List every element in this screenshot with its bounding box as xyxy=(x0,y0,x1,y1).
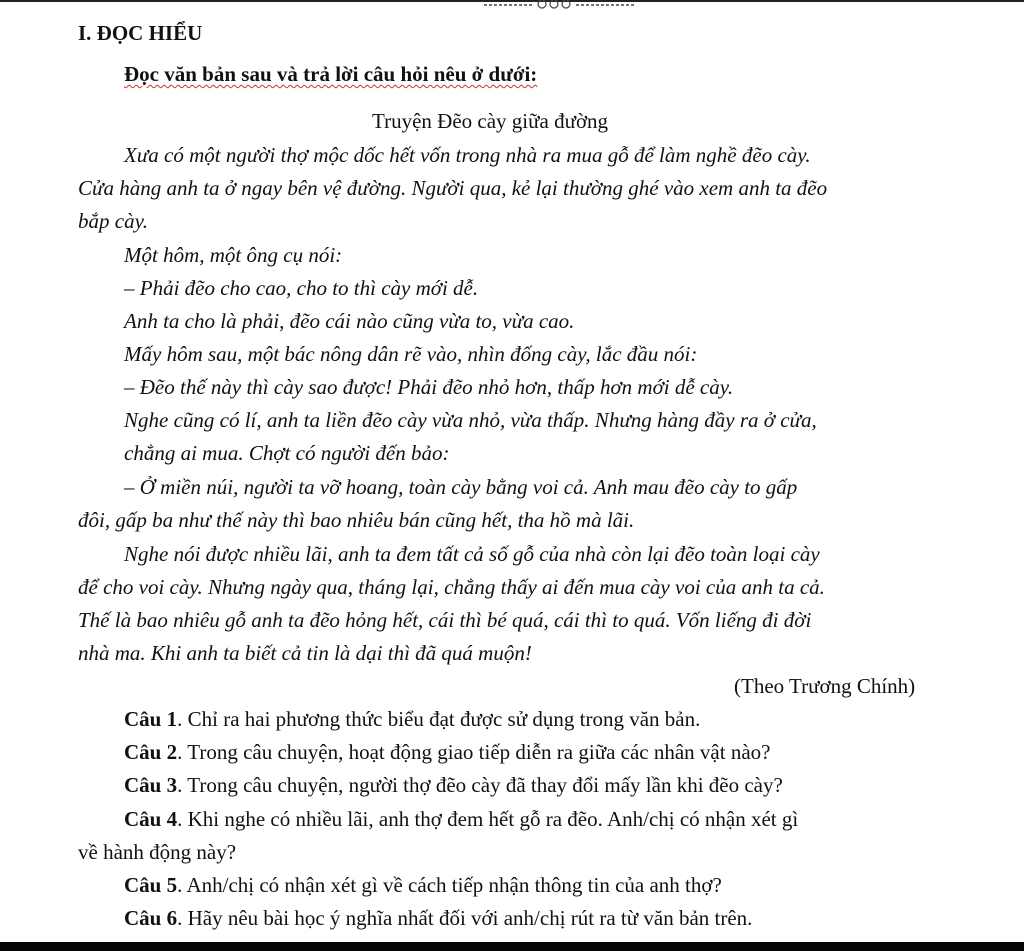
story-line: Cửa hàng anh ta ở ngay bên vệ đường. Người qua, kẻ lại thường ghé vào xem anh ta đẽo xyxy=(78,176,828,200)
question-label: Câu 4 xyxy=(124,807,178,831)
story-line: Nghe cũng có lí, anh ta liền đẽo cày vừa nhỏ, vừa thấp. Nhưng hàng đầy ra ở cửa, xyxy=(124,408,817,432)
story-line: Thế là bao nhiêu gỗ anh ta đẽo hỏng hết, cái thì bé quá, cái thì to quá. Vốn liếng đi đời xyxy=(78,608,812,632)
question-label: Câu 3 xyxy=(124,773,178,797)
story-line: Một hôm, một ông cụ nói: xyxy=(124,243,343,267)
story-title: Truyện Đẽo cày giữa đường xyxy=(372,109,609,133)
question-text: . Khi nghe có nhiều lãi, anh thợ đem hết gỗ ra đẽo. Anh/chị có nhận xét gì xyxy=(177,807,799,831)
question-text: . Hãy nêu bài học ý nghĩa nhất đối với anh/chị rút ra từ văn bản trên. xyxy=(177,906,753,930)
bottom-edge xyxy=(0,942,1024,951)
source-attribution: (Theo Trương Chính) xyxy=(734,674,916,698)
story-line: – Phải đẽo cho cao, cho to thì cày mới dễ. xyxy=(124,276,479,300)
story-line: để cho voi cày. Nhưng ngày qua, tháng lại, chẳng thấy ai đến mua cày voi của anh ta cả. xyxy=(78,575,825,599)
question-4-continuation: về hành động này? xyxy=(78,840,237,864)
story-line: – Đẽo thế này thì cày sao được! Phải đẽo nhỏ hơn, thấp hơn mới dễ cày. xyxy=(124,375,734,399)
question-text: . Trong câu chuyện, hoạt động giao tiếp diễn ra giữa các nhân vật nào? xyxy=(177,740,771,764)
question-text: . Trong câu chuyện, người thợ đẽo cày đã thay đổi mấy lần khi đẽo cày? xyxy=(177,773,783,797)
story-line: đôi, gấp ba như thế này thì bao nhiêu bán cũng hết, tha hồ mà lãi. xyxy=(78,508,635,532)
story-line: nhà ma. Khi anh ta biết cả tin là dại thì đã quá muộn! xyxy=(78,641,532,665)
ornament-divider xyxy=(484,0,634,10)
story-line: chẳng ai mua. Chợt có người đến bảo: xyxy=(124,441,450,465)
question-text: . Chỉ ra hai phương thức biểu đạt được sử dụng trong văn bản. xyxy=(177,707,701,731)
question-4 xyxy=(124,806,798,832)
question-2 xyxy=(124,739,770,765)
section-heading: I. ĐỌC HIỂU xyxy=(78,21,203,45)
story-line: Xưa có một người thợ mộc dốc hết vốn trong nhà ra mua gỗ để làm nghề đẽo cày. xyxy=(124,143,811,167)
story-line: Mấy hôm sau, một bác nông dân rẽ vào, nhìn đống cày, lắc đầu nói: xyxy=(124,342,698,366)
story-line: – Ở miền núi, người ta vỡ hoang, toàn cày bằng voi cả. Anh mau đẽo cày to gấp xyxy=(124,475,798,499)
question-5 xyxy=(124,872,722,898)
story-line: Nghe nói được nhiều lãi, anh ta đem tất cả số gỗ của nhà còn lại đẽo toàn loại cày xyxy=(124,542,820,566)
instruction-text: Đọc văn bản sau và trả lời câu hỏi nêu ở dưới: xyxy=(124,62,538,86)
question-1 xyxy=(124,706,700,732)
question-6 xyxy=(124,905,752,931)
story-line: Anh ta cho là phải, đẽo cái nào cũng vừa to, vừa cao. xyxy=(124,309,575,333)
question-label: Câu 6 xyxy=(124,906,178,930)
question-label: Câu 2 xyxy=(124,740,178,764)
question-text: . Anh/chị có nhận xét gì về cách tiếp nhận thông tin của anh thợ? xyxy=(177,873,722,897)
story-line: bắp cày. xyxy=(78,209,148,233)
question-label: Câu 1 xyxy=(124,707,178,731)
question-3 xyxy=(124,772,783,798)
question-label: Câu 5 xyxy=(124,873,178,897)
